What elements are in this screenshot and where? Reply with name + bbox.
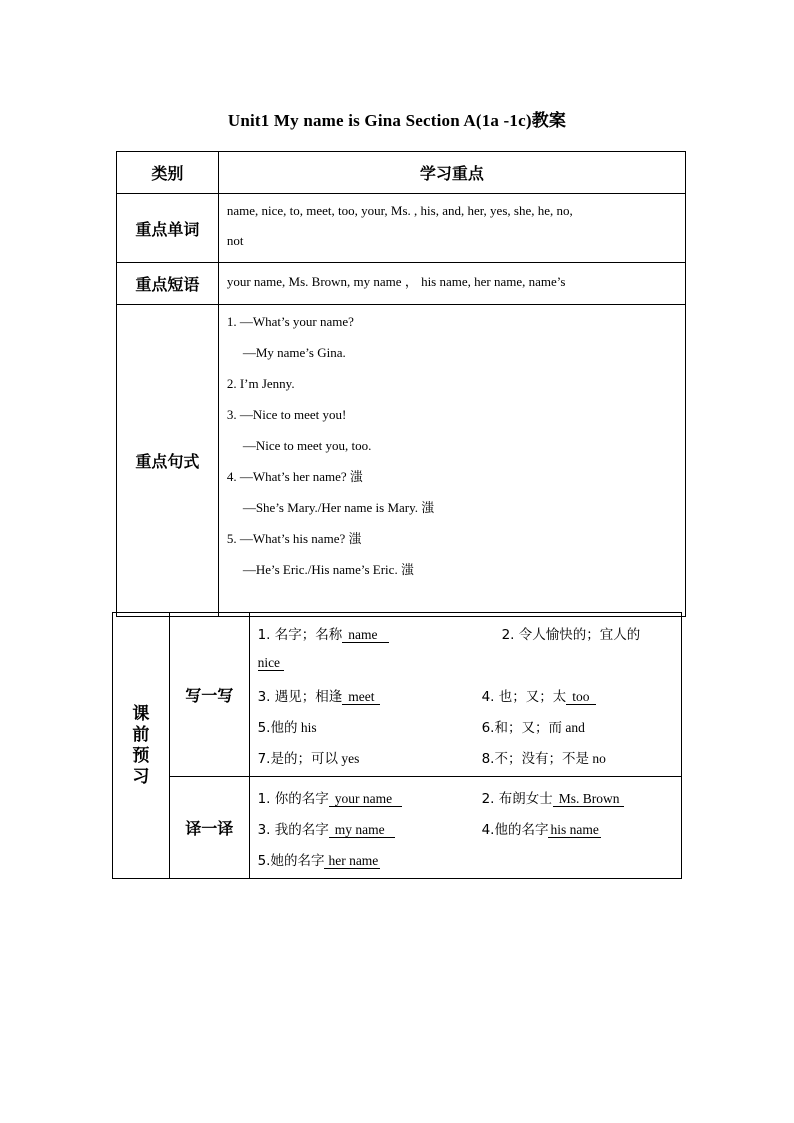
write-row: 3. 遇见；相逢 meet 4. 也；又；太 too [258,679,673,710]
sentence-line: 2. I’m Jenny. [226,376,295,391]
write-row: nice [258,648,673,679]
sentences-content [218,305,685,617]
page-title: Unit1 My name is Gina Section A(1a -1c)教案 [227,111,567,130]
header-focus: 学习重点 [218,152,685,194]
sentence-line: 4. —What’s her name? 滍 [226,469,363,484]
words-line: not [226,233,244,248]
phrases-content: your name, Ms. Brown, my name ， his name, her name, name’s [218,263,685,305]
preview-label: 课 前 预 习 [113,613,170,879]
write-row: 5.他的 his 6.和；又；而 and [257,719,585,736]
write-content [249,613,681,777]
sentence-line: —She’s Mary./Her name is Mary. 滍 [242,500,435,515]
words-line: name, nice, to, meet, too, your, Ms. , his, and, her, yes, she, he, no, [226,203,573,218]
translate-content [249,777,681,879]
write-row: 1. 名字；名称 name 2. 令人愉快的；宜人的 [257,626,641,643]
phrases-label: 重点短语 [117,263,219,305]
preview-table [112,612,682,879]
translate-row: 5.她的名字 her name [257,852,379,869]
write-row: 7.是的；可以 yes 8.不；没有；不是 no [257,750,606,767]
translate-row: 3. 我的名字 my name 4.他的名字 his name [257,821,599,838]
words-label: 重点单词 [117,194,219,263]
sentence-line: 3. —Nice to meet you! [226,407,347,422]
write-label: 写一写 [169,613,249,777]
sentence-line: —My name’s Gina. [242,345,346,360]
sentence-line: 5. —What’s his name? 滍 [226,531,362,546]
sentences-label: 重点句式 [117,305,219,617]
sentence-line: 1. —What’s your name? [226,314,354,329]
sentence-line: —Nice to meet you, too. [242,438,372,453]
lesson-focus-table [116,151,686,617]
sentence-line: —He’s Eric./His name’s Eric. 滍 [242,562,414,577]
translate-label: 译一译 [169,777,249,879]
words-content [218,194,685,263]
header-category: 类别 [117,152,219,194]
translate-row: 1. 你的名字 your name 2. 布朗女士 Ms. Brown [258,781,673,812]
